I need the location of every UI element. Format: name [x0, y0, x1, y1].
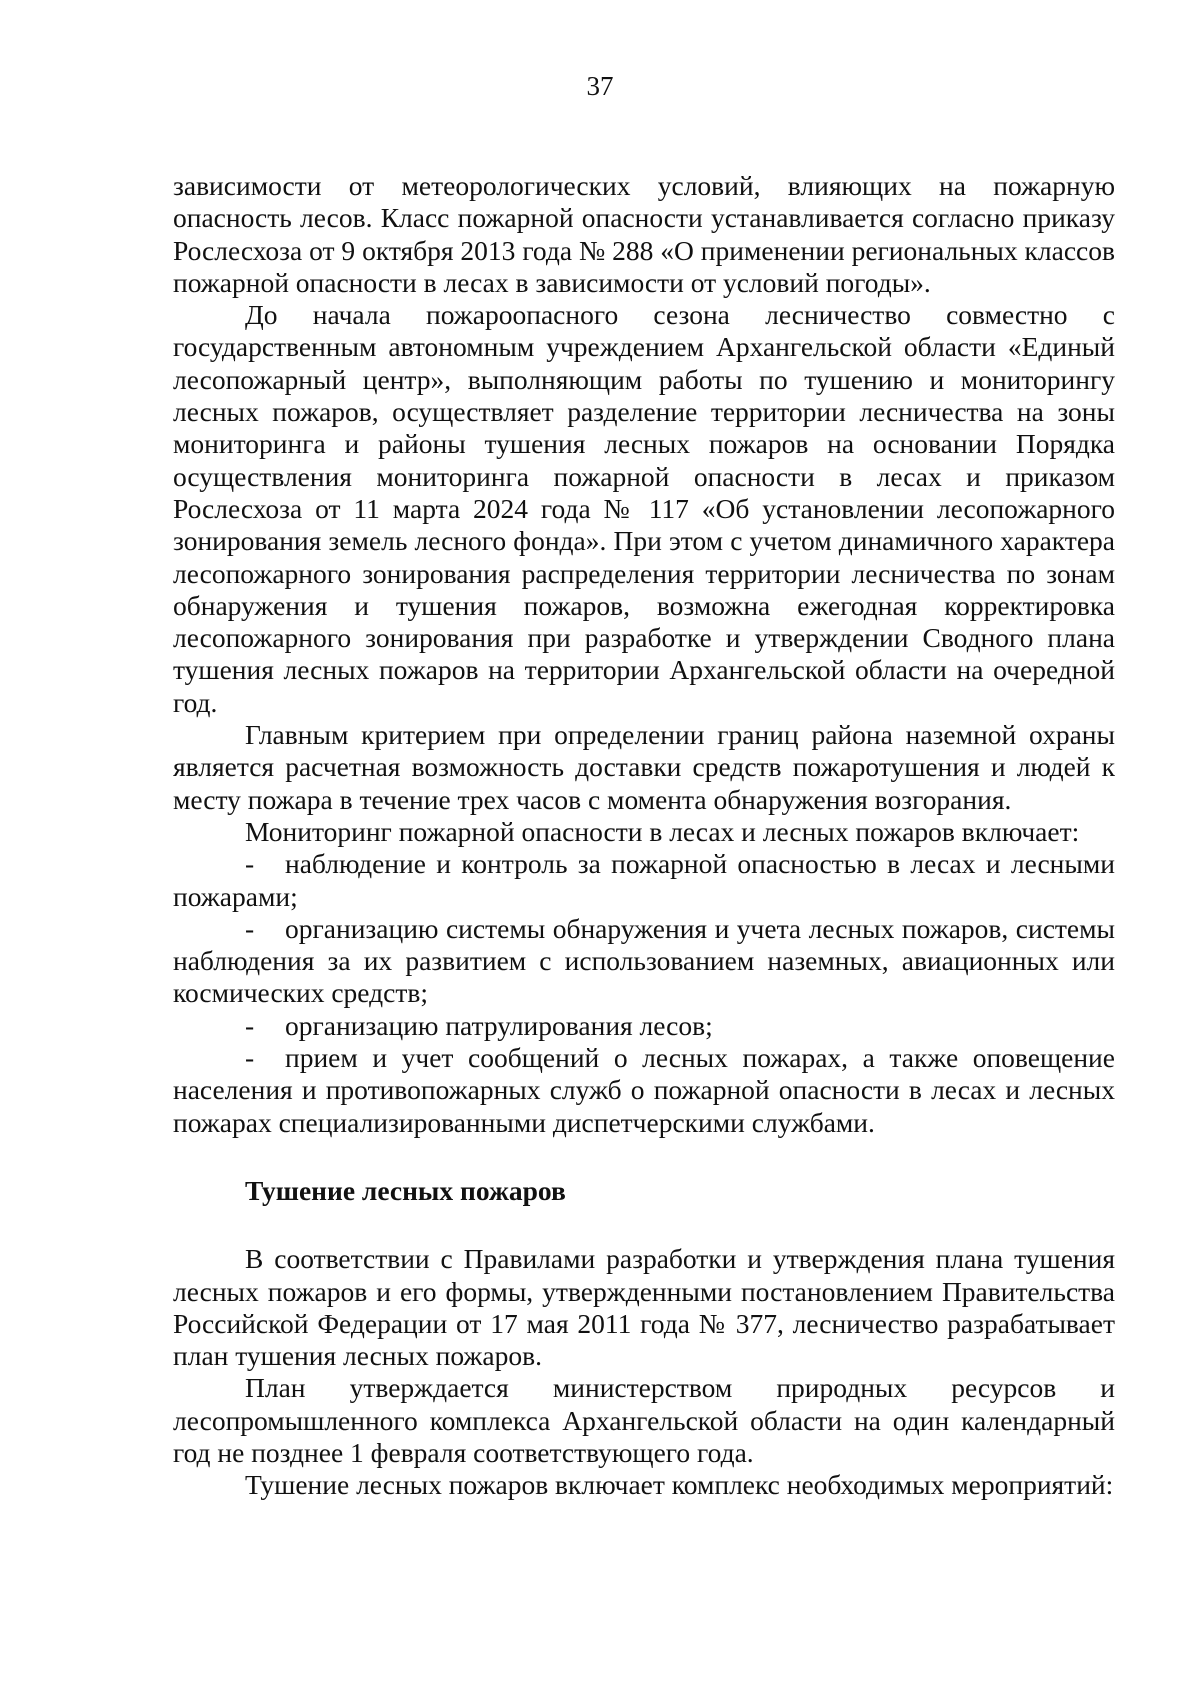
paragraph-3: Главным критерием при определении границ района наземной охраны является расчетная возможность доставки средств пожаротушения и людей к месту пожара в течение трех часов с момента обнаружения возгорания.	[173, 719, 1115, 815]
bullet-dash: -	[245, 1009, 255, 1041]
bullet-dash: -	[245, 912, 255, 944]
bullet-dash: -	[245, 1042, 255, 1074]
bullet-text: наблюдение и контроль за пожарной опасностью в лесах и лесными пожарами;	[173, 848, 1115, 912]
paragraph-1: зависимости от метеорологических условий, влияющих на пожарную опасность лесов. Класс пожарной опасности устанавливается согласно приказу Рослесхоза от 9 октября 2013 года № 288 «О применении региональных классов пожарной опасности в лесах в зависимости от условий погоды».	[173, 170, 1115, 298]
paragraph-4: Мониторинг пожарной опасности в лесах и лесных пожаров включает:	[245, 815, 1080, 847]
bullet-item	[173, 1042, 1115, 1139]
bullet-text: прием и учет сообщений о лесных пожарах, а также оповещение населения и противопожарных служб о пожарной опасности в лесах и лесных пожарах специализированными диспетчерскими службами.	[173, 1042, 1115, 1138]
document-body	[173, 170, 1115, 1502]
page-number: 37	[586, 71, 614, 101]
bullet-item	[173, 913, 1115, 1010]
paragraph-2: До начала пожароопасного сезона лесничество совместно с государственным автономным учреждением Архангельской области «Единый лесопожарный центр», выполняющим работы по тушению и мониторингу лесных пожаров, осуществляет разделение территории лесничества на зоны мониторинга и районы тушения лесных пожаров на основании Порядка осуществления мониторинга пожарной опасности в лесах и приказом Рослесхоза от 11 марта 2024 года № 117 «Об установлении лесопожарного зонирования земель лесного фонда». При этом с учетом динамичного характера лесопожарного зонирования распределения территории лесничества по зонам обнаружения и тушения пожаров, возможна ежегодная корректировка лесопожарного зонирования при разработке и утверждении Сводного плана тушения лесных пожаров на территории Архангельской области на очередной год.	[173, 299, 1115, 718]
bullet-item	[173, 848, 1115, 913]
bullet-dash: -	[245, 848, 255, 880]
section-paragraph-2: План утверждается министерством природных ресурсов и лесопромышленного комплекса Архангельской области на один календарный год не позднее 1 февраля соответствующего года.	[173, 1372, 1115, 1468]
bullet-text: организацию патрулирования лесов;	[285, 1009, 713, 1041]
bullet-text: организацию системы обнаружения и учета лесных пожаров, системы наблюдения за их развитием с использованием наземных, авиационных или космических средств;	[173, 912, 1115, 1009]
section-heading: Тушение лесных пожаров	[245, 1174, 566, 1206]
section-paragraph-1: В соответствии с Правилами разработки и утверждения плана тушения лесных пожаров и его формы, утвержденными постановлением Правительства Российской Федерации от 17 мая 2011 года № 377, лесничество разрабатывает план тушения лесных пожаров.	[173, 1243, 1115, 1372]
section-paragraph-3: Тушение лесных пожаров включает комплекс необходимых мероприятий:	[245, 1469, 1114, 1501]
bullet-item	[173, 1010, 1115, 1042]
